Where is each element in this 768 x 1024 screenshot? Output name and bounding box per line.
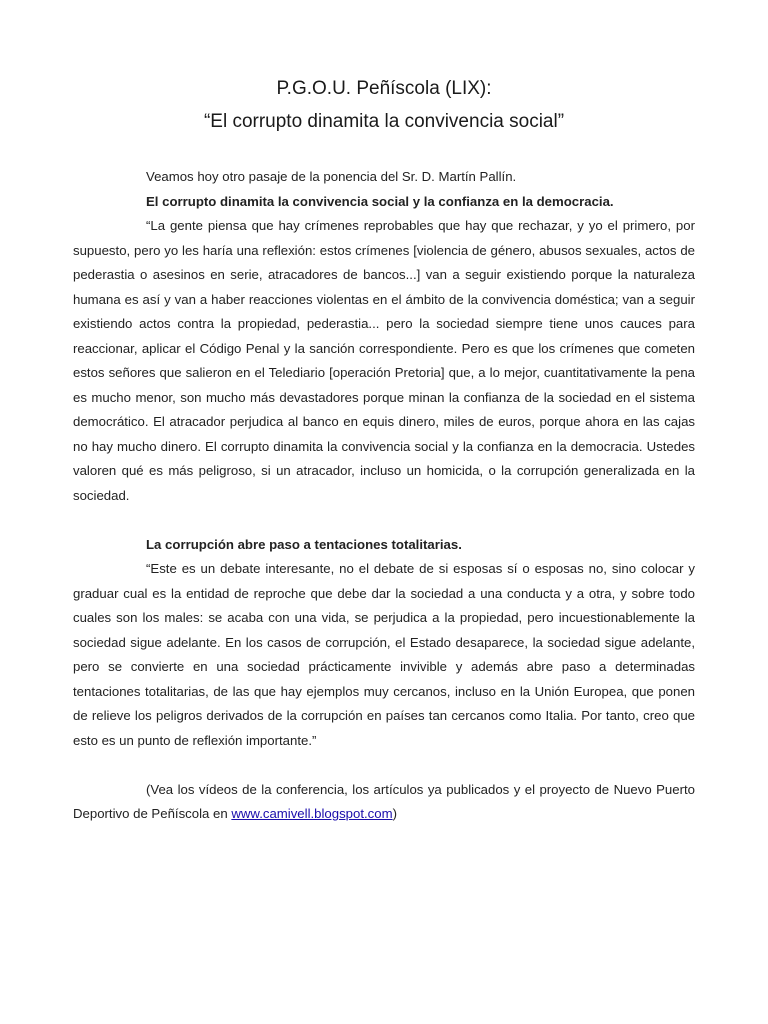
intro-paragraph: Veamos hoy otro pasaje de la ponencia del Sr. D. Martín Pallín. xyxy=(146,169,517,184)
document-title: P.G.O.U. Peñíscola (LIX): xyxy=(276,78,492,99)
document-page xyxy=(73,76,695,827)
section2-heading: La corrupción abre paso a tentaciones totalitarias. xyxy=(146,536,462,552)
spacer xyxy=(73,508,695,533)
document-subtitle: “El corrupto dinamita la convivencia social” xyxy=(203,111,565,132)
footer-close: ) xyxy=(392,806,398,821)
blog-link[interactable]: www.camivell.blogspot.com xyxy=(231,806,393,821)
footer-text: (Vea los vídeos de la conferencia, los artículos ya publicados y el proyecto de Nuevo Puerto Deportivo de Peñíscola en xyxy=(73,781,695,821)
section2-quote: “Este es un debate interesante, no el debate de si esposas sí o esposas no, sino colocar y graduar cual es la entidad de reproche que debe dar la sociedad a una conducta y a otra, y sobre todo cuales son los males: se acaba con una vida, se perjudica a la propiedad, pero incuestionablemente la sociedad sigue adelante. En los casos de corrupción, el Estado desaparece, la sociedad sigue adelante, pero se convierte en una sociedad prácticamente invivible y además abre paso a determinadas tentaciones totalitarias, de las que hay ejemplos muy cercanos, incluso en la Unión Europea, que ponen de relieve los peligros derivados de la corrupción en países tan cercanos como Italia. Por tanto, creo que esto es un punto de reflexión importante.” xyxy=(73,561,695,748)
section1-quote: “La gente piensa que hay crímenes reprobables que hay que rechazar, y yo el primero, por supuesto, pero yo les haría una reflexión: estos crímenes [violencia de género, abusos sexuales, actos de pederastia o asesinos en serie, atracadores de bancos...] van a seguir existiendo porque la naturaleza humana es así y van a haber reacciones violentas en el ámbito de la convivencia doméstica; van a seguir existiendo actos contra la propiedad, pederastia... pero la sociedad siempre tiene unos cauces para reaccionar, aplicar el Código Penal y la sanción correspondiente. Pero es que los crímenes que cometen estos señores que salieron en el Telediario [operación Pretoria] que, a lo mejor, cuantitativamente la pena es mucho menor, son mucho más devastadores porque minan la confianza de la sociedad en el sistema democrático. El atracador perjudica al banco en equis dinero, miles de euros, porque ahora en las cajas no hay mucho dinero. El corrupto dinamita la convivencia social y la confianza en la democracia. Ustedes valoren qué es más peligroso, si un atracador, incluso un homicida, o la corrupción generalizada en la sociedad. xyxy=(73,218,695,503)
footer-paragraph xyxy=(73,778,695,827)
spacer xyxy=(73,753,695,778)
document-body xyxy=(73,165,695,827)
section1-heading: El corrupto dinamita la convivencia social y la confianza en la democracia. xyxy=(146,193,614,209)
